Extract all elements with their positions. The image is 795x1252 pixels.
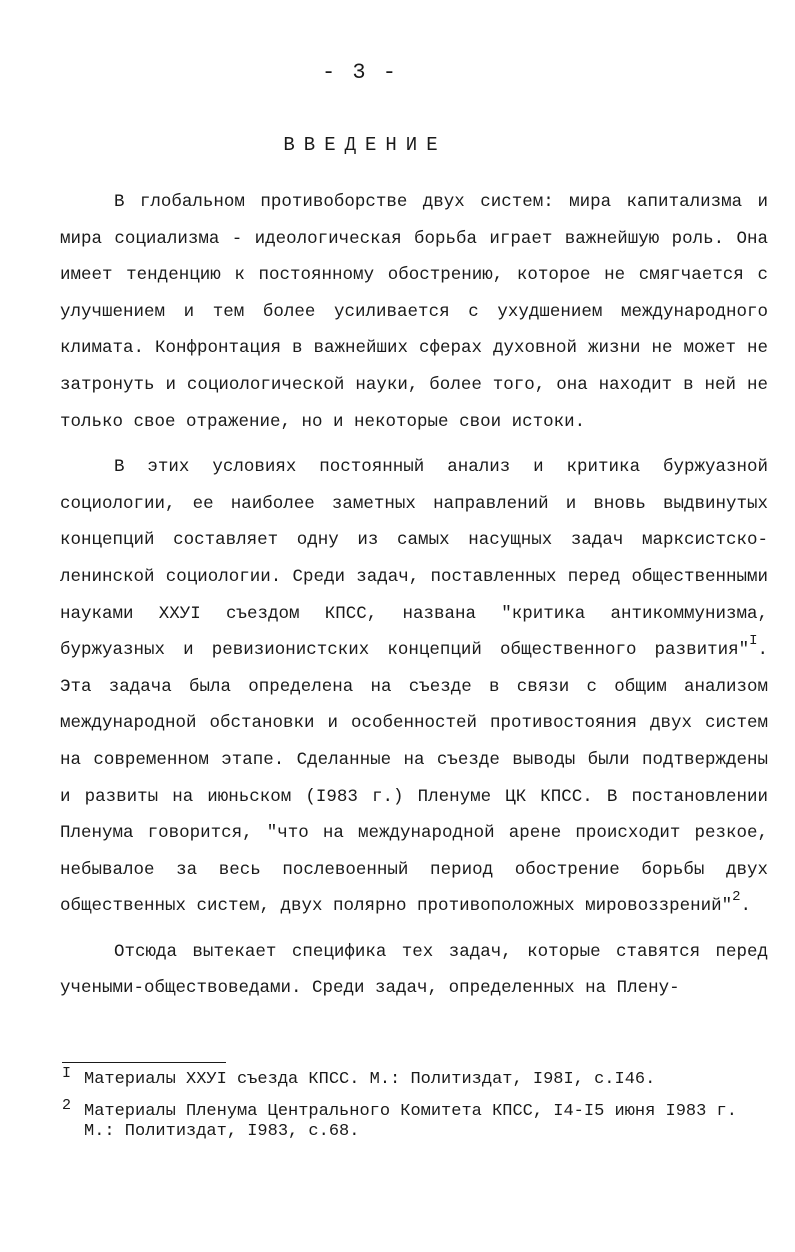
page-number: - 3 -: [321, 60, 398, 85]
footnote-1: [62, 1065, 752, 1090]
paragraph-critique-continued: . Эта задача была определена на съезде в связи с общим анализом международной обстановки и особенностей противостояния двух систем на современном этапе. Сделанные на съезде выводы были подтверждены и развиты на июньском (I983 г.) Пленуме ЦК КПСС. В постановлении Пленума говорится, "что на международной арене происходит резкое, небывалое за весь послевоенный период обострение борьбы двух общественных систем, двух полярно противоположных мировоззрений": [60, 640, 768, 917]
paragraph-critique: [60, 449, 768, 925]
footnote-2: [62, 1097, 752, 1142]
footnote-divider: [62, 1062, 226, 1063]
document-body: [60, 184, 768, 1007]
page-title: ВВЕДЕНИЕ: [283, 134, 447, 156]
footnote-mark: I: [62, 1065, 72, 1082]
paragraph-intro: В глобальном противоборстве двух систем: мира капитализма и мира социализма - идеологическая борьба играет важнейшую роль. Она имеет тенденцию к постоянному обострению, которое не смягчается с улучшением и тем более усиливается с ухудшением международного климата. Конфронтация в важнейших сферах духовной жизни не может не затронуть и социологической науки, более того, она находит в ней не только свое отражение, но и некоторые свои истоки.: [60, 192, 768, 432]
footnote-ref-1: I: [749, 633, 758, 650]
footnote-text: Материалы Пленума Центрального Комитета КПСС, I4-I5 июня I983 г. М.: Политиздат, I983, с.68.: [84, 1102, 737, 1141]
paragraph-critique-end: .: [740, 896, 752, 917]
paragraph-critique-text: В этих условиях постоянный анализ и критика буржуазной социологии, ее наиболее заметных направлений и вновь выдвинутых концепций составляет одну из самых насущных задач марксистско-ленинской социологии. Среди задач, поставленных перед общественными науками ХХУI съездом КПСС, названа "критика антикоммунизма, буржуазных и ревизионистских концепций общественного развития": [60, 457, 768, 661]
footnote-text: Материалы ХХУI съезда КПСС. М.: Политиздат, I98I, с.I46.: [84, 1070, 656, 1089]
footnotes: [62, 1065, 752, 1154]
footnote-mark: 2: [62, 1097, 72, 1114]
paragraph-tasks: Отсюда вытекает специфика тех задач, которые ставятся перед учеными-обществоведами. Среди задач, определенных на Плену-: [60, 941, 768, 999]
footnote-ref-2: 2: [732, 889, 741, 906]
